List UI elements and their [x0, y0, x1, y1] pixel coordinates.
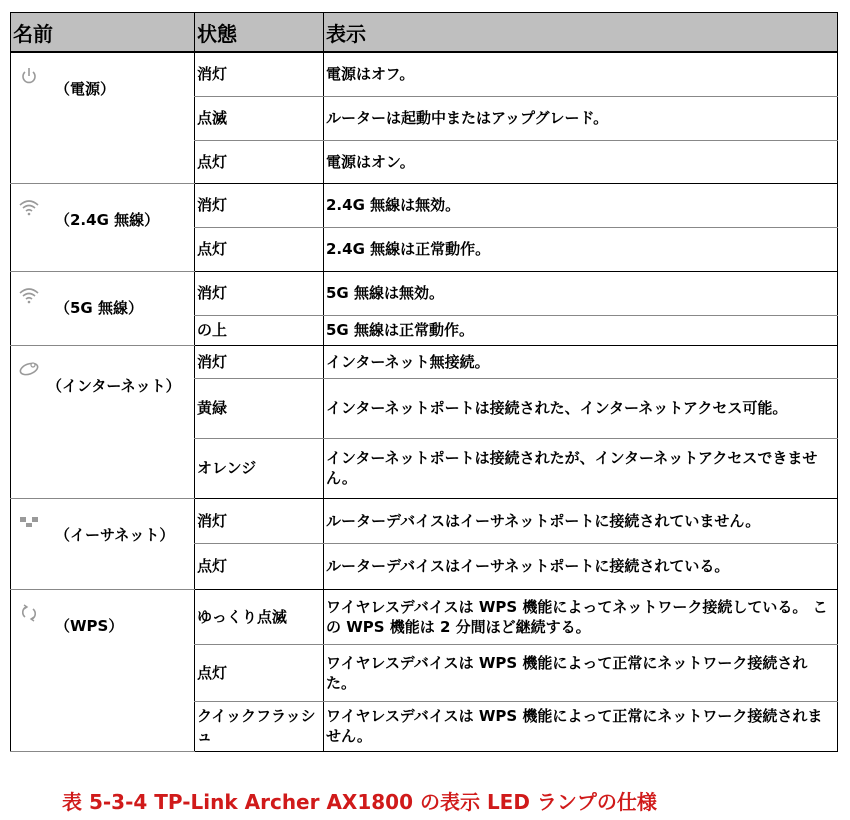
- wifi-icon: [17, 196, 41, 218]
- led-spec-table: [10, 12, 838, 752]
- led-name-cell: [11, 589, 195, 751]
- led-display-cell: 5G 無線は正常動作。: [324, 315, 838, 345]
- led-state-cell: 消灯: [195, 183, 324, 227]
- led-display-cell: 電源はオン。: [324, 140, 838, 183]
- led-name-label: （イーサネット）: [55, 525, 175, 544]
- led-state-cell: 点灯: [195, 140, 324, 183]
- led-state-cell: 点灯: [195, 543, 324, 589]
- led-display-cell: ルーターは起動中またはアップグレード。: [324, 96, 838, 140]
- led-state-cell: クイックフラッシュ: [195, 701, 324, 751]
- led-state-cell: 消灯: [195, 271, 324, 315]
- led-display-cell: 2.4G 無線は無効。: [324, 183, 838, 227]
- led-state-cell: 消灯: [195, 345, 324, 378]
- table-row: [11, 183, 838, 227]
- led-spec-table-container: [10, 12, 837, 782]
- led-display-cell: 電源はオフ。: [324, 52, 838, 96]
- led-name-cell: [11, 52, 195, 183]
- table-row: [11, 52, 838, 96]
- led-name-cell: [11, 271, 195, 345]
- table-row: [11, 271, 838, 315]
- header-name: 名前: [11, 13, 195, 53]
- led-state-cell: 消灯: [195, 52, 324, 96]
- led-display-cell: インターネットポートは接続された、インターネットアクセス可能。: [324, 378, 838, 438]
- led-name-cell: [11, 183, 195, 271]
- led-display-cell: インターネット無接続。: [324, 345, 838, 378]
- wifi-icon: [17, 284, 41, 306]
- led-name-cell: [11, 345, 195, 498]
- table-header-row: [11, 13, 838, 53]
- led-display-cell: 2.4G 無線は正常動作。: [324, 227, 838, 271]
- led-display-cell: インターネットポートは接続されたが、インターネットアクセスできません。: [324, 438, 838, 498]
- wps-icon: [17, 602, 41, 624]
- led-name-label: （電源）: [55, 80, 116, 98]
- led-name-label: （インターネット）: [47, 376, 181, 395]
- led-state-cell: オレンジ: [195, 438, 324, 498]
- table-row: [11, 345, 838, 378]
- led-display-cell: ルーターデバイスはイーサネットポートに接続されている。: [324, 543, 838, 589]
- power-icon: [17, 65, 41, 87]
- led-name-label: （WPS）: [55, 616, 124, 635]
- led-state-cell: 黄緑: [195, 378, 324, 438]
- internet-icon: [17, 358, 41, 380]
- led-state-cell: の上: [195, 315, 324, 345]
- led-display-cell: ワイヤレスデバイスは WPS 機能によってネットワーク接続している。 この WPS 機能は 2 分間ほど継続する。: [324, 589, 838, 644]
- led-display-cell: ルーターデバイスはイーサネットポートに接続されていません。: [324, 498, 838, 543]
- led-state-cell: 点灯: [195, 227, 324, 271]
- led-state-cell: 点灯: [195, 644, 324, 701]
- led-name-cell: [11, 498, 195, 589]
- led-state-cell: 消灯: [195, 498, 324, 543]
- ethernet-icon: [17, 511, 41, 533]
- led-state-cell: 点滅: [195, 96, 324, 140]
- led-name-label: （2.4G 無線）: [55, 210, 160, 229]
- table-row: [11, 498, 838, 543]
- led-display-cell: ワイヤレスデバイスは WPS 機能によって正常にネットワーク接続されません。: [324, 701, 838, 751]
- led-display-cell: 5G 無線は無効。: [324, 271, 838, 315]
- header-display: 表示: [324, 13, 838, 53]
- led-name-label: （5G 無線）: [55, 298, 143, 317]
- table-caption: 表 5-3-4 TP-Link Archer AX1800 の表示 LED ランプの仕様: [62, 790, 657, 814]
- header-state: 状態: [195, 13, 324, 53]
- led-state-cell: ゆっくり点滅: [195, 589, 324, 644]
- table-row: [11, 589, 838, 644]
- led-display-cell: ワイヤレスデバイスは WPS 機能によって正常にネットワーク接続された。: [324, 644, 838, 701]
